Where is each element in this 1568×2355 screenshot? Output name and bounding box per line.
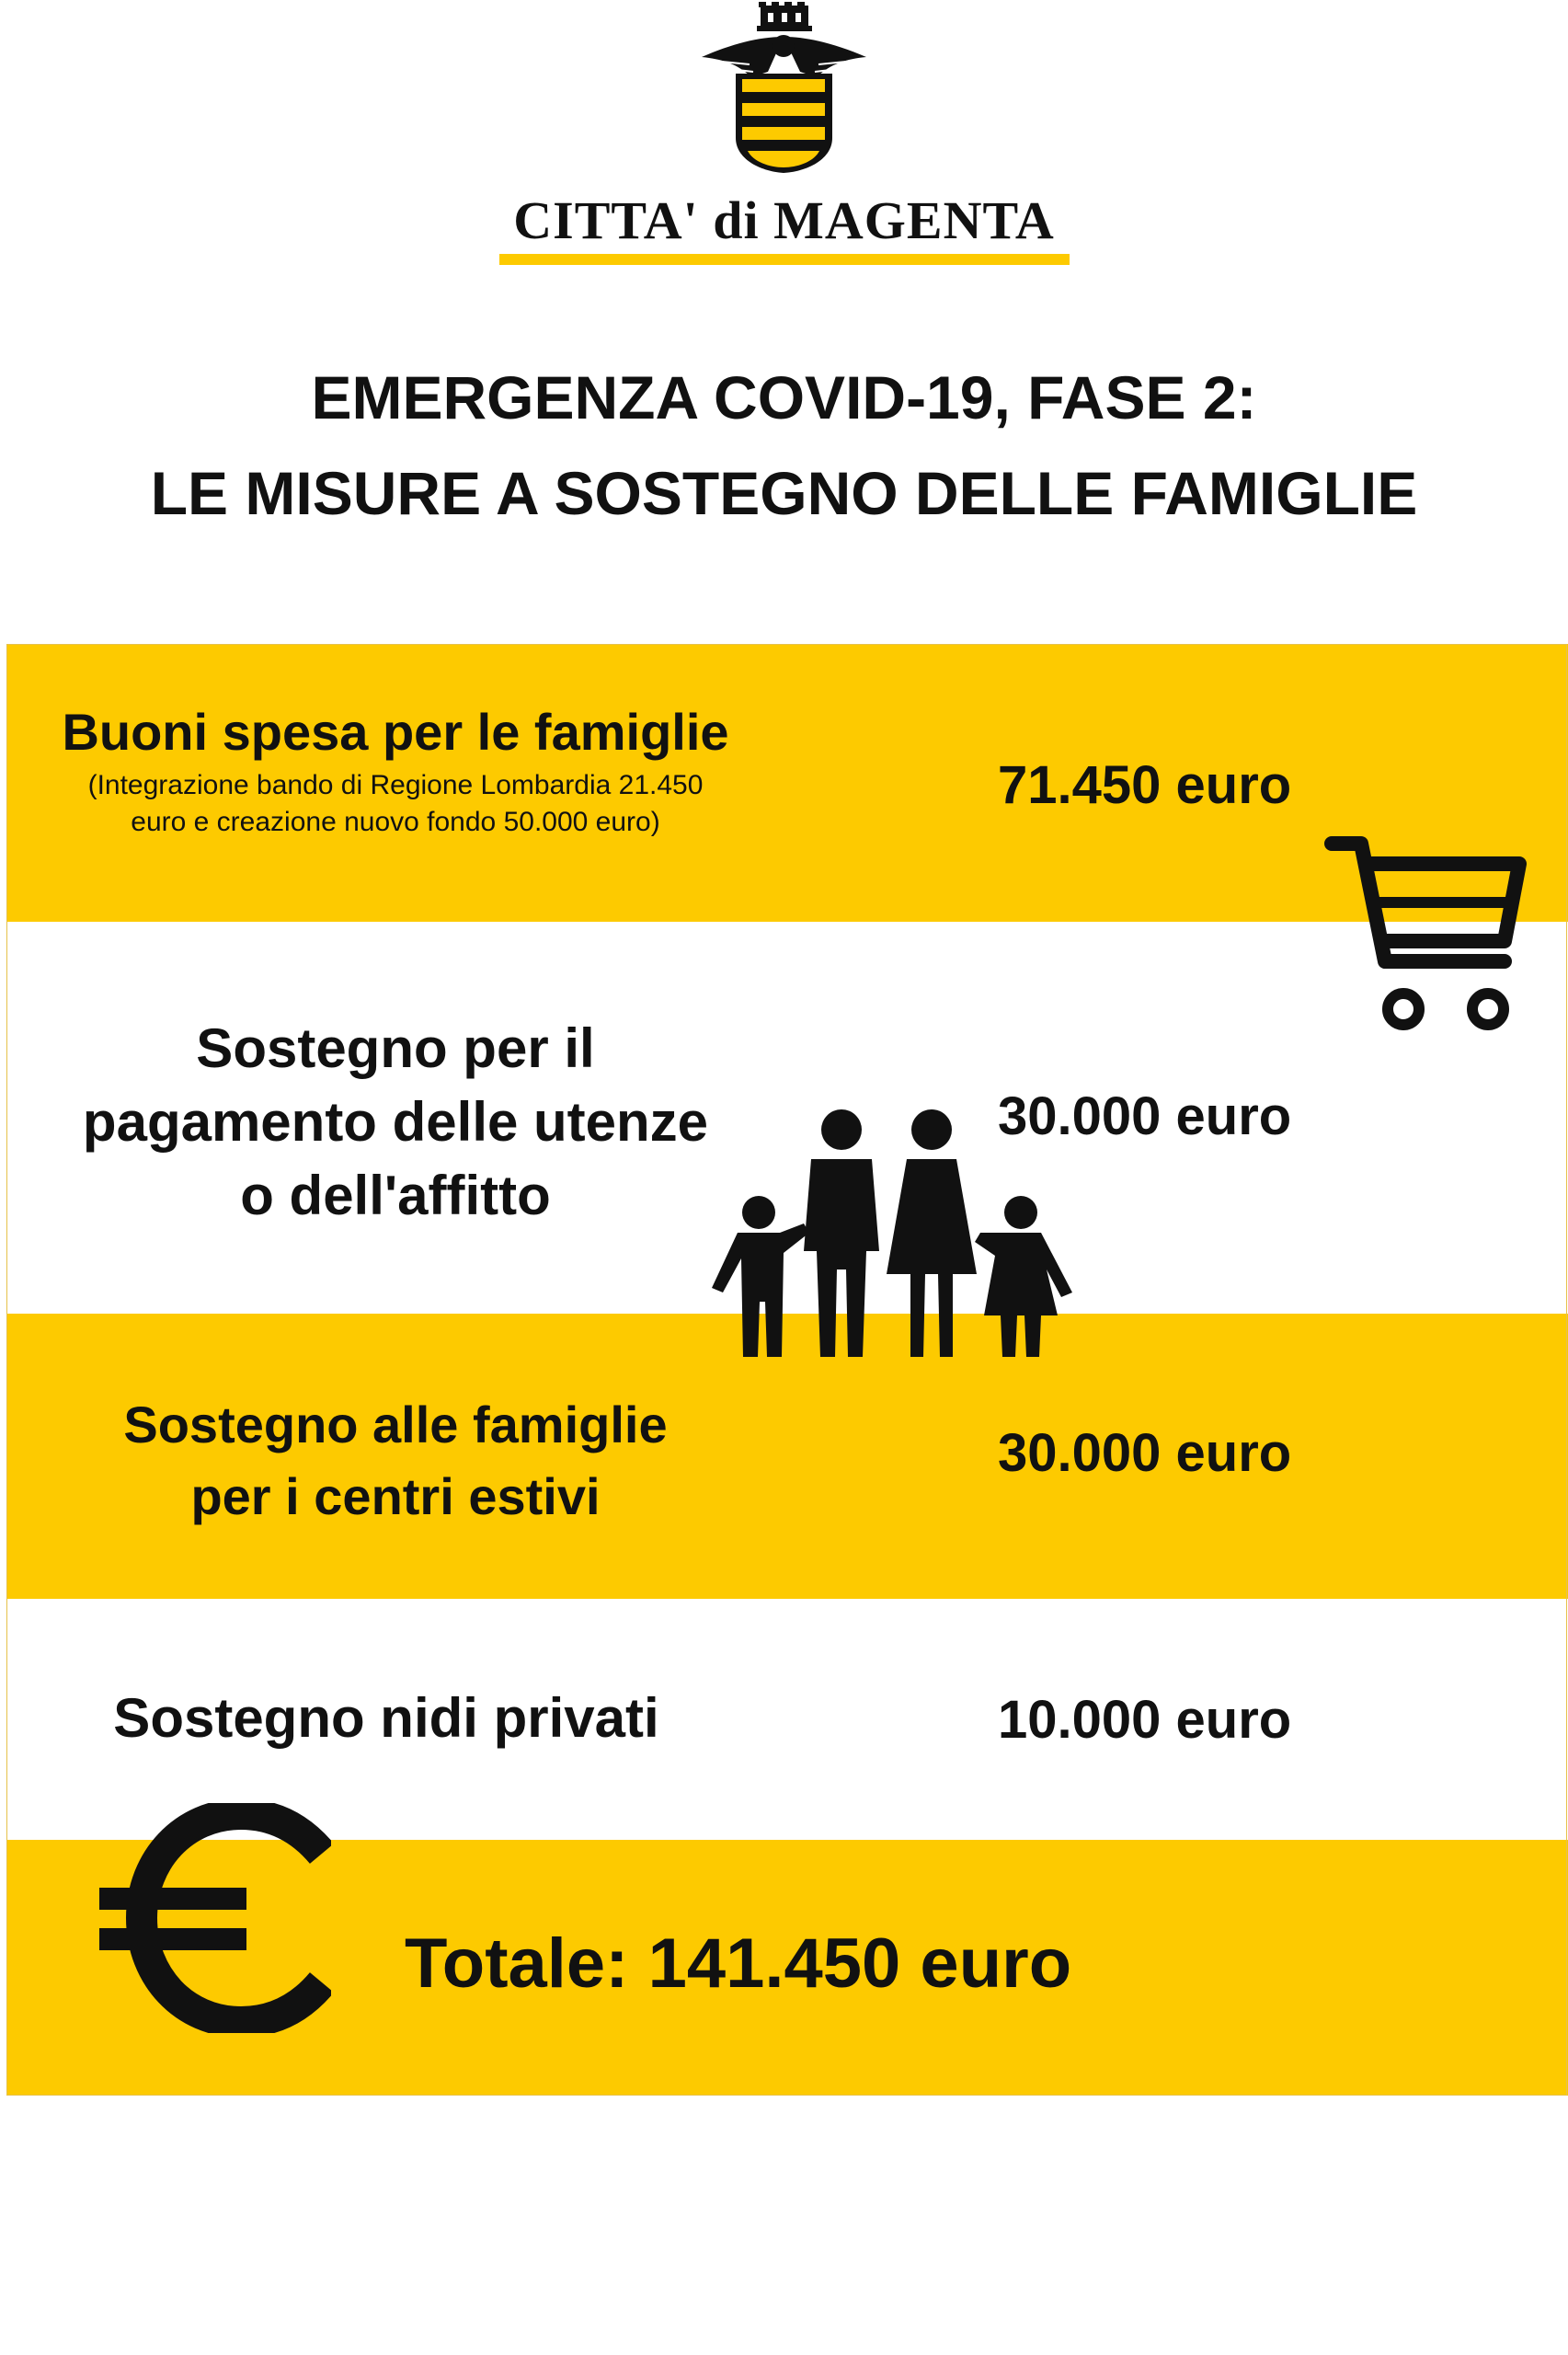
shopping-cart-icon <box>1324 823 1527 1044</box>
page-title <box>0 350 1568 541</box>
measure-amount-utenze-affitto: 30.000 euro <box>998 1086 1292 1146</box>
euro-icon <box>92 1803 331 2033</box>
measure-note-buoni-spesa: (Integrazione bando di Regione Lombardia 21.450 euro e creazione nuovo fondo 50.000 euro) <box>87 770 704 837</box>
measure-label-centri-estivi: Sostegno alle famiglie per i centri estivi <box>123 1396 668 1525</box>
measure-label-utenze-affitto: Sostegno per il pagamento delle utenze o dell'affitto <box>82 1017 709 1226</box>
total-amount: Totale: 141.450 euro <box>405 1924 1072 2003</box>
measure-amount-buoni-spesa: 71.450 euro <box>998 755 1292 815</box>
family-icon <box>708 1104 1076 1361</box>
measure-label-nidi-privati: Sostegno nidi privati <box>113 1687 659 1749</box>
city-name-underline <box>499 254 1070 265</box>
measure-label-buoni-spesa: Buoni spesa per le famiglie <box>62 703 729 761</box>
city-logo <box>0 0 1568 276</box>
page-title-line-1: EMERGENZA COVID-19, FASE 2: <box>311 363 1257 431</box>
measure-amount-nidi-privati: 10.000 euro <box>998 1690 1292 1750</box>
measure-amount-centri-estivi: 30.000 euro <box>998 1423 1292 1483</box>
page-title-line-2: LE MISURE A SOSTEGNO DELLE FAMIGLIE <box>150 459 1418 527</box>
city-name: CITTA' di MAGENTA <box>513 190 1055 250</box>
magenta-crest-icon <box>694 0 874 175</box>
